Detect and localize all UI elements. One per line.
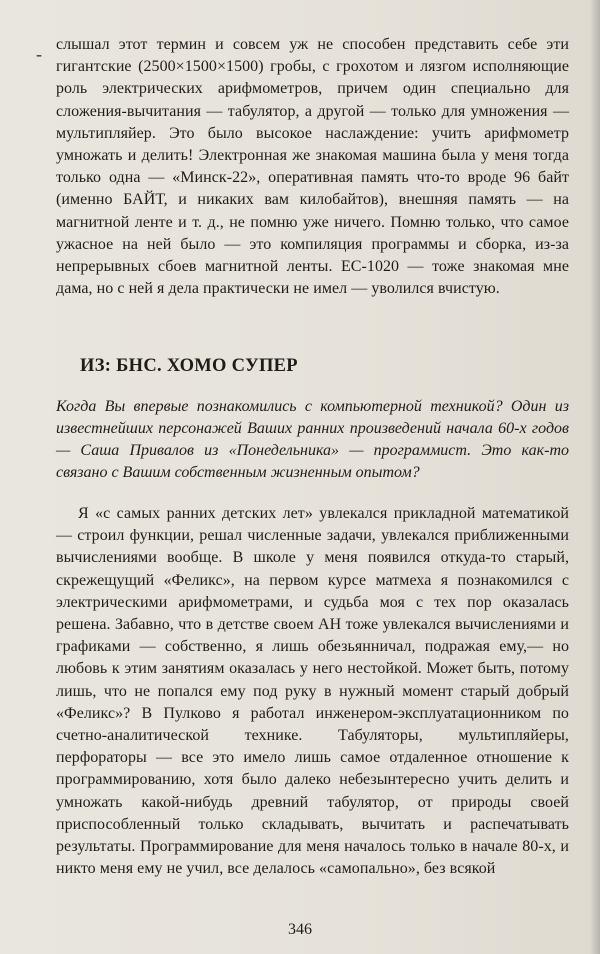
interview-question: Когда Вы впервые познакомились с компьютерной техникой? Один из известнейших персонажей Ваших ранних произведений начала 60-х годов — Саша Привалов из «Понедельника» — программист. Это как-то связано с Вашим собственным жизненным опытом? — [56, 398, 569, 481]
interview-answer — [56, 503, 569, 880]
paragraph-continued — [56, 34, 569, 300]
margin-mark: - — [36, 44, 42, 64]
answer-text: Я «с самых ранних детских лет» увлекался прикладной математикой — строил функции, решал численные задачи, увлекался приближенными вычислениями вообще. В школе у меня появился откуда-то старый, скрежещущий «Феликс», на первом курсе матмеха я познакомился с электрическими арифмометрами, и судьба моя с тех пор оказалась решена. Забавно, что в детстве своем АН тоже увлекался вычислениями и графиками — собственно, я лишь обезьянничал, подражая ему,— но любовь к этим занятиям оказалась у него нестойкой. Может быть, потому лишь, что не попался ему под руку в нужный момент старый добрый «Феликс»? В Пулково я работал инженером-эксплуатационником по счетно-аналитической технике. Табуляторы, мультипляйеры, перфораторы — все это имело лишь самое отдаленное отношение к программированию, хотя было далеко небезынтересно учить делить и умножать какой-нибудь древний табулятор, от природы своей приспособленный только складывать, вычитать и распечатывать результаты. Программирование для меня началось только в начале 80-х, и никто меня ему не учил, все делалось «самопально», без всякой — [56, 505, 569, 878]
page-edge-shadow — [590, 0, 600, 954]
section-heading: ИЗ: БНС. ХОМО СУПЕР — [80, 356, 298, 376]
paragraph-text: слышал этот термин и совсем уж не способен представить себе эти гигантские (2500×1500×1500) гробы, с грохотом и лязгом исполняющие роль электрических арифмометров, причем один специально для сложения-вычитания — табулятор, а другой — только для умножения — мультипляйер. Это было высокое наслаждение: учить арифмометр умножать и делить! Электронная же знакомая машина была у меня тогда только одна — «Минск-22», оперативная память что-то вроде 96 байт (именно БАЙТ, и никаких вам килобайтов), внешняя память — на магнитной ленте и т. д., не помню уже ничего. Помню только, что самое ужасное на ней было — это компиляция программы и сборка, из-за непрерывных сбоев магнитной ленты. ЕС-1020 — тоже знакомая мне дама, но с ней я дела практически не имел — уволился вчистую. — [56, 36, 569, 298]
page-number: 346 — [288, 921, 312, 938]
